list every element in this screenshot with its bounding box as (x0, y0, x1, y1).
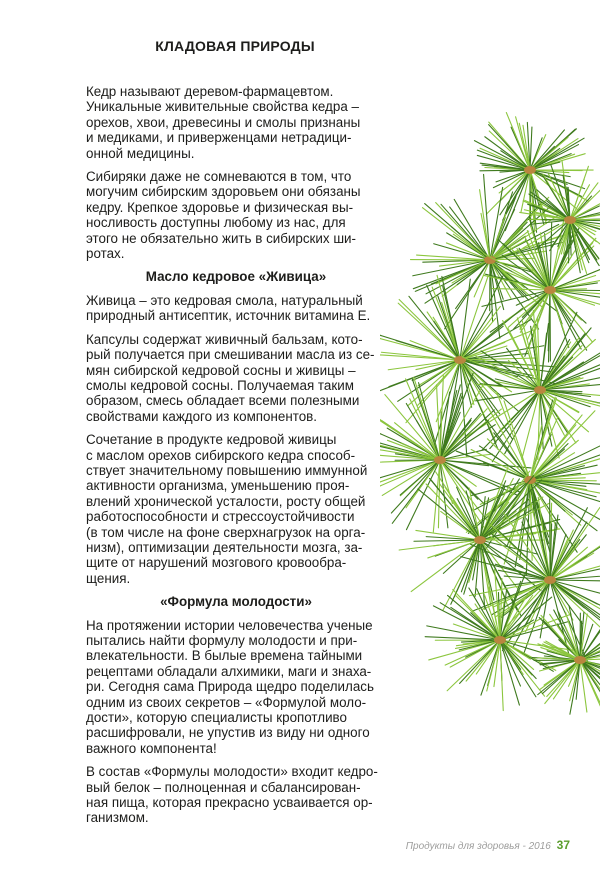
intro-paragraph-1 (86, 84, 386, 161)
text-line: (в том числе на фоне сверхнагрузок на орга- (86, 524, 366, 540)
text-line: ная пища, которая прекрасно усваивается ор- (86, 795, 373, 811)
text-line: На протяжении истории человечества ученые (86, 617, 373, 633)
page-footer (406, 838, 570, 852)
intro-paragraph-2 (86, 169, 386, 261)
section-heading-youth-formula: «Формула молодости» (160, 594, 312, 610)
text-line: расшифровали, не упустив из виду ни одного (86, 725, 370, 741)
text-line: влекательности. В былые времена тайными (86, 648, 363, 664)
pine-bud (544, 576, 556, 584)
pine-needle (530, 170, 585, 189)
text-line: мян сибирской кедровой сосны и живицы – (86, 362, 356, 378)
text-line: этого не обязательно жить в сибирских ши- (86, 230, 356, 246)
pine-bud (434, 456, 446, 464)
text-line: свойствами каждого из компонентов. (86, 408, 318, 424)
text-line: одним из своих секретов – «Формулой моло- (86, 694, 367, 710)
text-line: природный антисептик, источник витамина Е. (86, 308, 371, 324)
pine-bud (474, 536, 486, 544)
pine-needle (436, 203, 490, 260)
text-line: работоспособности и стрессоустойчивости (86, 509, 355, 525)
pine-needle (460, 310, 492, 360)
pine-needle (460, 275, 488, 360)
text-line: ганизмом. (86, 810, 149, 826)
zhivitsa-paragraph-1 (86, 293, 386, 324)
pine-needle (530, 138, 584, 170)
pine-needle (530, 170, 582, 171)
text-line: влений хронической усталости, росту общей (86, 493, 366, 509)
pine-needle (550, 580, 600, 581)
pine-needle (492, 289, 550, 290)
text-line: дости», которую специалисты кропотливо (86, 710, 347, 726)
text-line: с маслом орехов сибирского кедра способ- (86, 447, 356, 463)
text-line: ри. Сегодня сама Природа щедро поделилась (86, 679, 374, 695)
page-title: КЛАДОВАЯ ПРИРОДЫ (155, 38, 315, 54)
zhivitsa-paragraph-2 (86, 332, 386, 424)
text-line: Живица – это кедровая смола, натуральный (86, 292, 363, 308)
text-line: и медиками, и приверженцами нетрадици- (86, 130, 352, 146)
pine-bud (534, 386, 546, 394)
text-line: щения. (86, 570, 131, 586)
section-heading-zhivitsa: Масло кедровое «Живица» (145, 269, 327, 285)
pine-needle (389, 360, 460, 387)
pine-needle (530, 127, 532, 170)
text-line: смолы кедровой сосны. Получаемая таким (86, 377, 354, 393)
text-line: Капсулы содержат живичный бальзам, кото- (86, 331, 363, 347)
text-line: образом, смесь обладает всеми полезными (86, 393, 360, 409)
pine-needle (482, 390, 540, 450)
pine-needle (453, 234, 490, 260)
text-line: Сибиряки даже не сомневаются в том, что (86, 169, 352, 185)
text-line: щите от нарушений мозгового кровообра- (86, 555, 347, 571)
youth-paragraph-1 (86, 618, 386, 757)
pine-bud (574, 656, 586, 664)
text-line: Сочетание в продукте кедровой живицы (86, 432, 337, 448)
pine-needle (530, 417, 558, 480)
text-line: рый получается при смешивании масла из се- (86, 347, 375, 363)
text-line: могучим сибирским здоровьем они обязаны (86, 184, 361, 200)
youth-paragraph-2 (86, 764, 386, 826)
pine-needle (400, 460, 440, 495)
text-line: В состав «Формулы молодости» входит кедро- (86, 764, 378, 780)
text-line: низм), оптимизации деятельности мозга, за- (86, 539, 363, 555)
text-line: пытались найти формулу молодости и при- (86, 633, 358, 648)
article-body (86, 84, 386, 834)
page-number: 37 (556, 838, 570, 852)
pine-needle (484, 174, 490, 260)
pine-bud (524, 166, 536, 174)
text-line: кедру. Крепкое здоровье и физическая вы- (86, 199, 354, 215)
pine-bud (544, 286, 556, 294)
pine-bud (564, 216, 576, 224)
pine-needle (426, 260, 490, 294)
zhivitsa-paragraph-3 (86, 432, 386, 586)
pine-needle (391, 460, 440, 513)
text-line: рецептами обладали алхимики, маги и знаха- (86, 663, 372, 679)
text-line: носливость доступны любому из нас, для (86, 215, 346, 231)
text-line: Уникальные живительные свойства кедра – (86, 99, 359, 115)
pine-needle (500, 640, 545, 696)
text-line: онной медицины. (86, 145, 195, 161)
text-line: ствует значительному повышению иммунной (86, 462, 368, 478)
text-line: Кедр называют деревом-фармацевтом. (86, 84, 334, 99)
pine-bud (494, 636, 506, 644)
pine-needle (500, 614, 571, 640)
text-line: важного компонента! (86, 740, 217, 756)
footer-publication-label: Продукты для здоровья - 2016 (405, 841, 551, 852)
pine-needle (425, 204, 490, 260)
text-line: вый белок – полноценная и сбалансирован- (86, 779, 361, 795)
pine-branch-image (380, 60, 600, 720)
text-line: орехов, хвои, древесины и смолы признаны (86, 114, 361, 130)
text-line: ротах. (86, 246, 125, 262)
pine-needle (500, 640, 556, 670)
text-line: активности организма, уменьшению проя- (86, 478, 350, 494)
